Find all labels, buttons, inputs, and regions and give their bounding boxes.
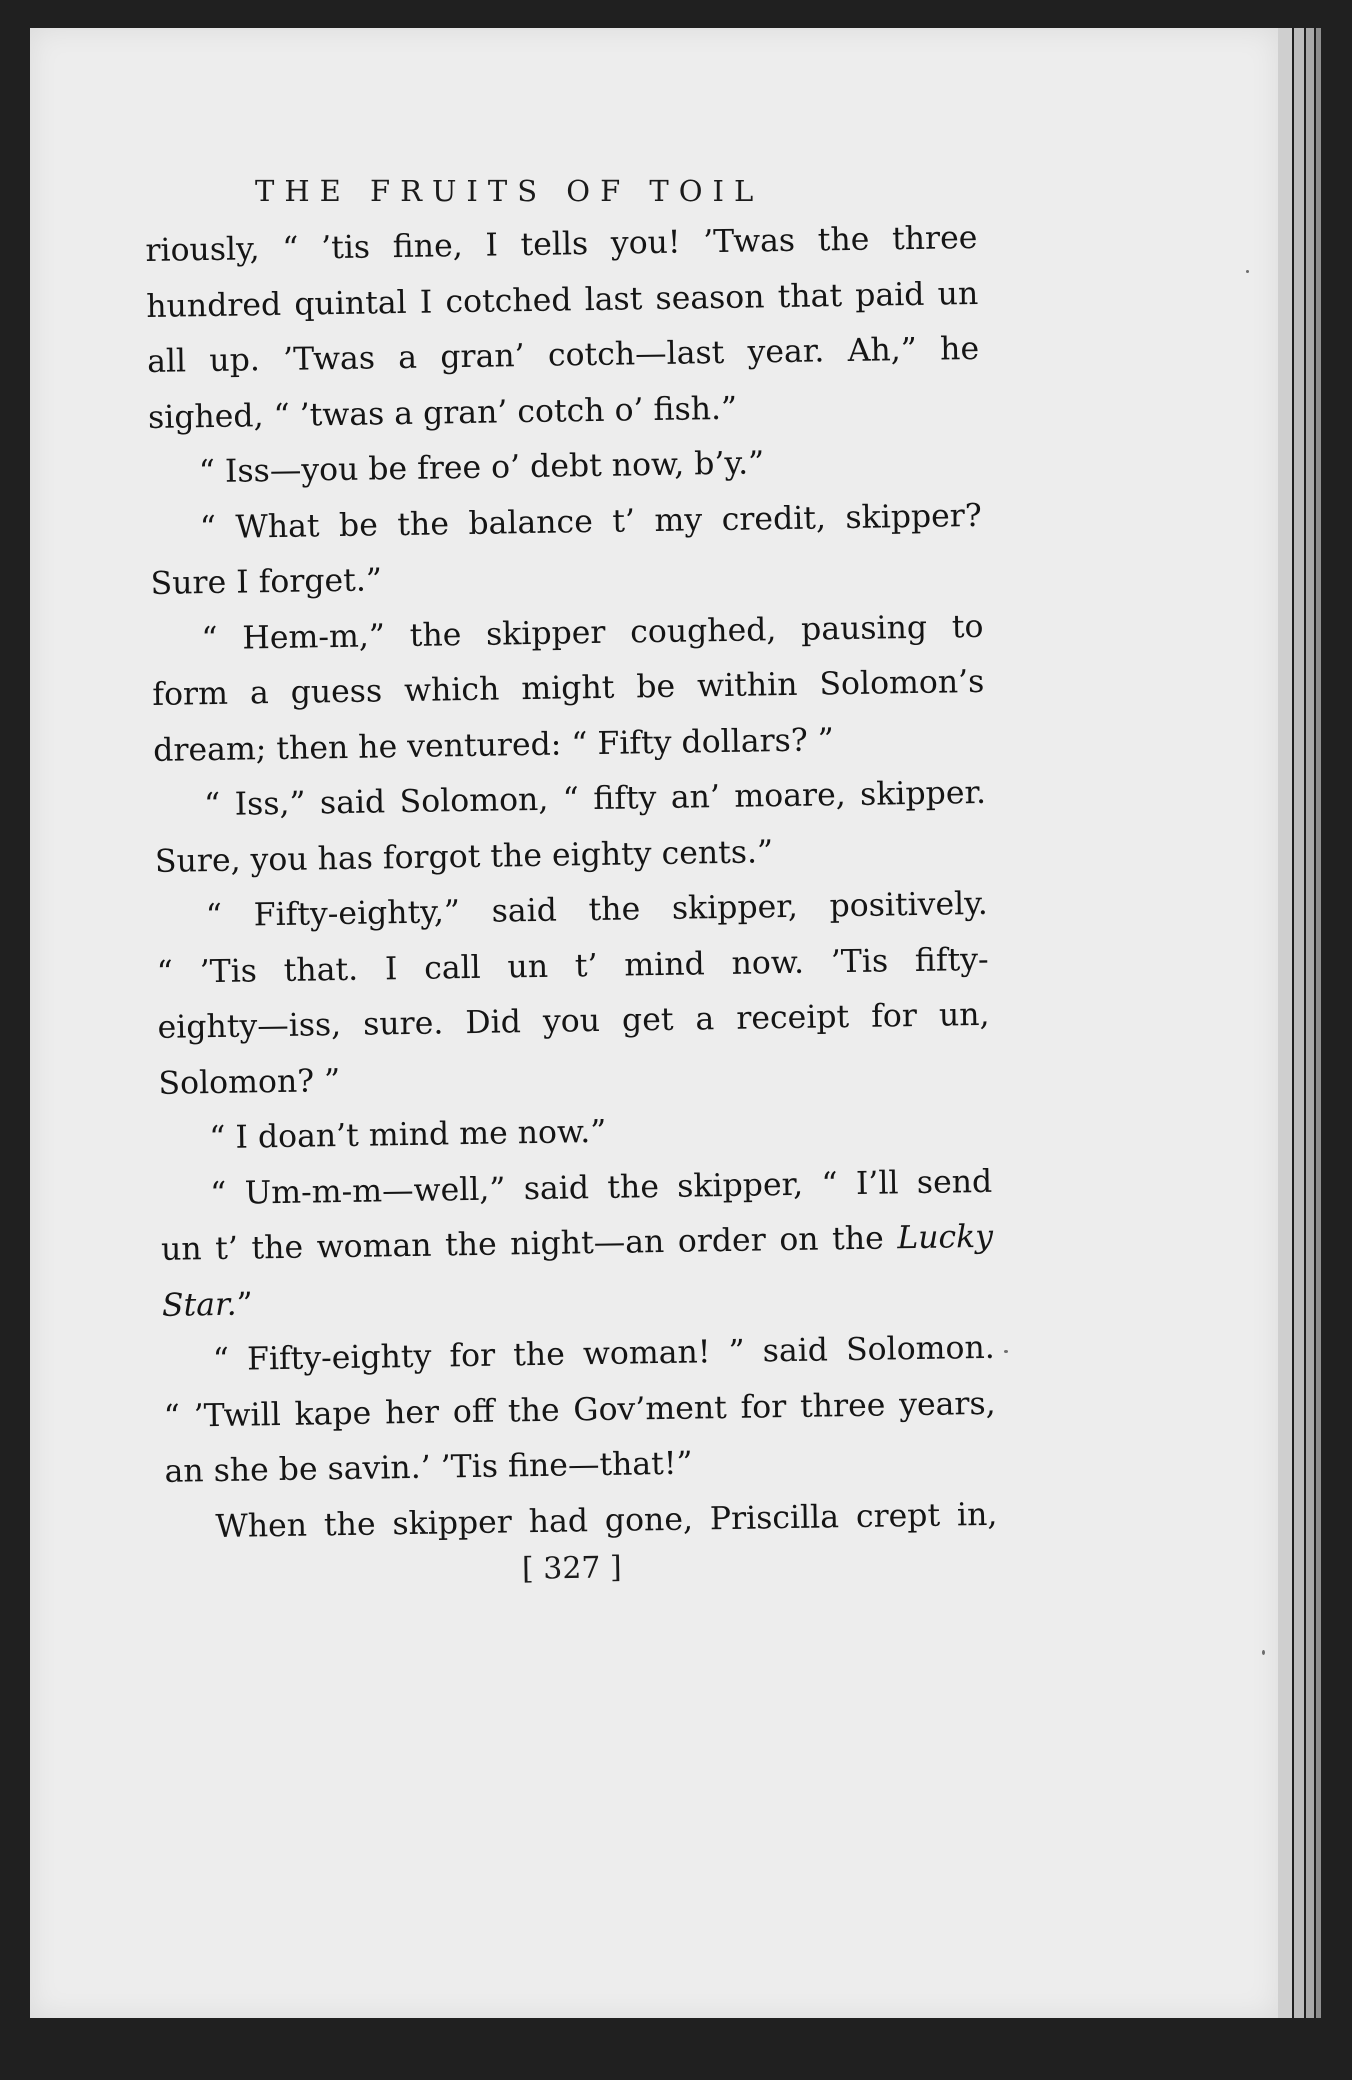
page-edge bbox=[1316, 28, 1321, 2018]
text-line: “ ’Twill kape her off the Gov’ment for three years, bbox=[163, 1385, 996, 1435]
text-line: Solomon? ” bbox=[158, 1062, 341, 1102]
text-line: hundred quintal I cotched last season that paid un bbox=[146, 275, 979, 325]
text-line: an she be savin.’ ’Tis fine—that!” bbox=[164, 1445, 693, 1490]
text-line: “ I doan’t mind me now.” bbox=[209, 1113, 607, 1157]
text-line: sighed, “ ’twas a gran’ cotch o’ fish.” bbox=[147, 390, 738, 436]
running-head: THE FRUITS OF TOIL bbox=[255, 174, 764, 208]
text-line: eighty—iss, sure. Did you get a receipt for un, bbox=[157, 996, 990, 1046]
text-line: “ Iss,” said Solomon, “ fifty an’ moare, skipper. bbox=[203, 774, 987, 824]
italic-title: Star. bbox=[161, 1286, 237, 1324]
text-line: “ Um-m-m—well,” said the skipper, “ I’ll send bbox=[209, 1163, 993, 1212]
text-span: un t’ the woman the night—an order on the bbox=[160, 1220, 884, 1268]
text-line: “ Iss—you be free o’ debt now, b’y.” bbox=[198, 445, 765, 491]
text-line: riously, “ ’tis fine, I tells you! ’Twas the three bbox=[145, 219, 978, 269]
scan-speck bbox=[1262, 1650, 1265, 1655]
text-line: “ ’Tis that. I call un t’ mind now. ’Tis fifty- bbox=[156, 941, 989, 991]
text-line: all up. ’Twas a gran’ cotch—last year. Ah,” he bbox=[146, 330, 980, 380]
page-number: [ 327 ] bbox=[521, 1550, 623, 1587]
text-line: Sure, you has forgot the eighty cents.” bbox=[154, 833, 774, 880]
scan-speck bbox=[1004, 1350, 1008, 1353]
text-line: dream; then he ventured: “ Fifty dollars? ” bbox=[152, 721, 835, 769]
body-text bbox=[145, 211, 998, 1556]
text-line: When the skipper had gone, Priscilla crept in, bbox=[215, 1496, 998, 1545]
scan-speck bbox=[1246, 270, 1249, 273]
page-edge bbox=[1294, 28, 1304, 2018]
text-span: ” bbox=[236, 1285, 254, 1323]
text-line: Sure I forget.” bbox=[150, 562, 383, 602]
page-edge bbox=[1278, 28, 1292, 2018]
page-edge bbox=[1306, 28, 1314, 2018]
text-line: “ Fifty-eighty for the woman! ” said Solomon. bbox=[212, 1329, 996, 1379]
text-line: “ Hem-m,” the skipper coughed, pausing to bbox=[201, 608, 984, 657]
text-line: “ What be the balance t’ my credit, skipper? bbox=[199, 497, 982, 546]
text-line: “ Fifty-eighty,” said the skipper, positively. bbox=[205, 885, 989, 935]
italic-title: Lucky bbox=[897, 1218, 994, 1257]
text-line: form a guess which might be within Solomon’s bbox=[152, 663, 985, 713]
